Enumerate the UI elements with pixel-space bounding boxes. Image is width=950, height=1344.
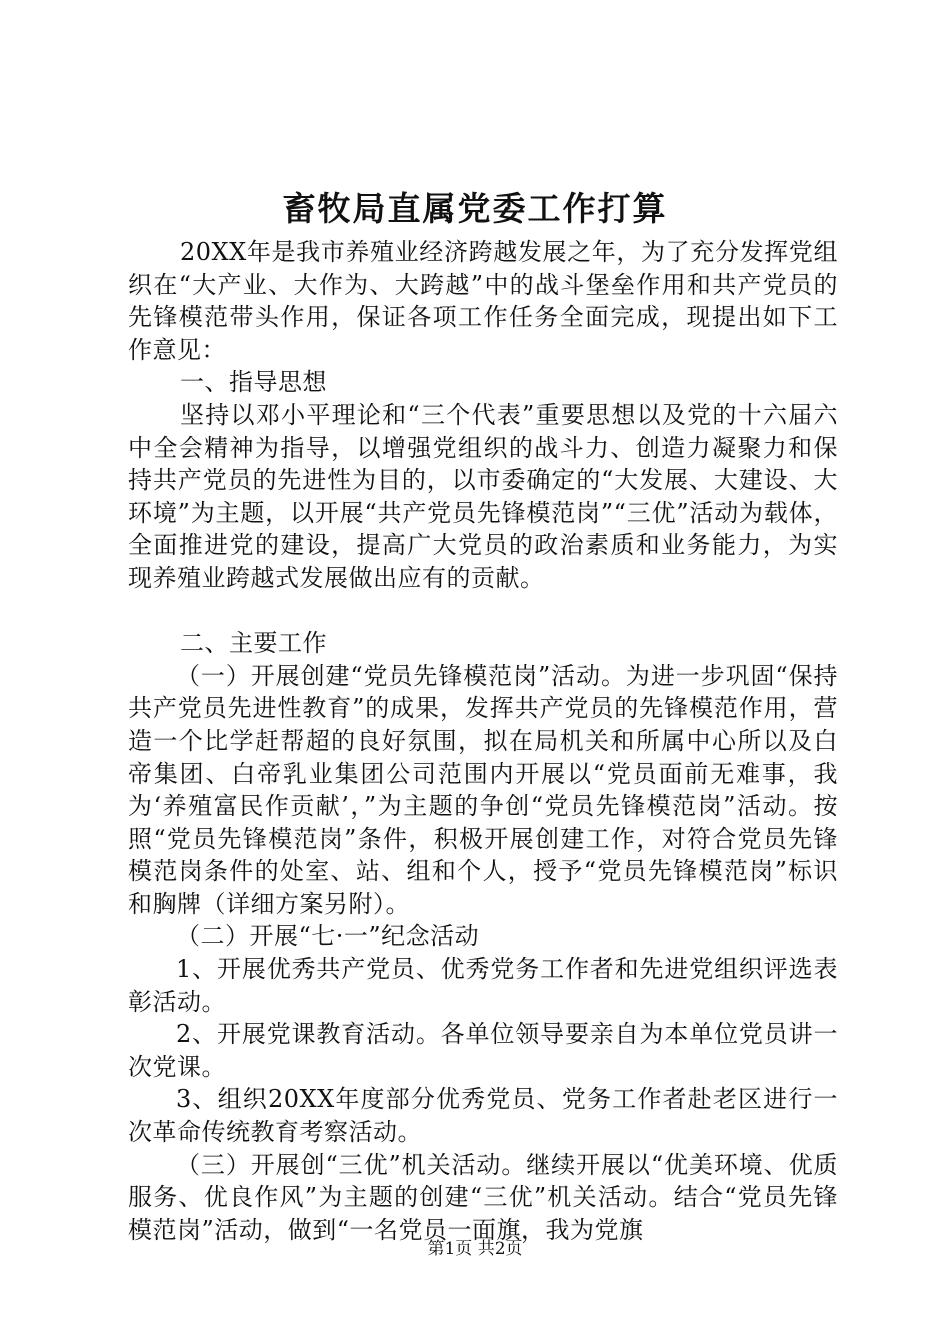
main-work-item-3: （三）开展创“三优”机关活动。继续开展以“优美环境、优质服务、优良作风”为主题的创建“三优”机关活动。结合“党员先锋模范岗”活动，做到“一名党员一面旗，我为党旗 bbox=[128, 1150, 838, 1244]
intro-paragraph: 20XX年是我市养殖业经济跨越发展之年，为了充分发挥党组织在“大产业、大作为、大跨越”中的战斗堡垒作用和共产党员的先锋模范带头作用，保证各项工作任务全面完成，现提出如下工作意见： bbox=[128, 238, 838, 364]
main-work-item-1: （一）开展创建“党员先锋模范岗”活动。为进一步巩固“保持共产党员先进性教育”的成果，发挥共产党员的先锋模范作用，营造一个比学赶帮超的良好氛围，拟在局机关和所属中心所以及白帝集团、白帝乳业集团公司范围内开展以“党员面前无难事，我为‘养殖富民作贡献’，”为主题的争创“党员先锋模范岗”活动。按照“党员先锋模范岗”条件，积极开展创建工作，对符合党员先锋模范岗条件的处室、站、组和个人，授予“党员先锋模范岗”标识和胸牌（详细方案另附）。 bbox=[128, 661, 838, 918]
sub-item-1: 1、开展优秀共产党员、优秀党务工作者和先进党组织评选表彰活动。 bbox=[128, 955, 838, 1016]
section-heading-main-work: 二、主要工作 bbox=[180, 629, 327, 658]
page-footer: 第1页 共2页 bbox=[427, 1239, 523, 1259]
guiding-thought-paragraph: 坚持以邓小平理论和“三个代表”重要思想以及党的十六届六中全会精神为指导，以增强党组织的战斗力、创造力凝聚力和保持共产党员的先进性为目的，以市委确定的“大发展、大建设、大环境”为主题，以开展“共产党员先锋模范岗”“三优”活动为载体，全面推进党的建设，提高广大党员的政治素质和业务能力，为实现养殖业跨越式发展做出应有的贡献。 bbox=[128, 400, 838, 592]
blank-line bbox=[128, 595, 838, 628]
document-body bbox=[128, 236, 838, 1246]
sub-item-3: 3、组织20XX年度部分优秀党员、党务工作者赴老区进行一次革命传统教育考察活动。 bbox=[128, 1085, 838, 1147]
document-title: 畜牧局直属党委工作打算 bbox=[282, 189, 668, 228]
section-heading-guiding-thought: 一、指导思想 bbox=[180, 368, 327, 397]
main-work-item-2-heading: （二）开展“七·一”纪念活动 bbox=[176, 922, 480, 951]
sub-item-2: 2、开展党课教育活动。各单位领导要亲自为本单位党员讲一次党课。 bbox=[128, 1020, 838, 1081]
